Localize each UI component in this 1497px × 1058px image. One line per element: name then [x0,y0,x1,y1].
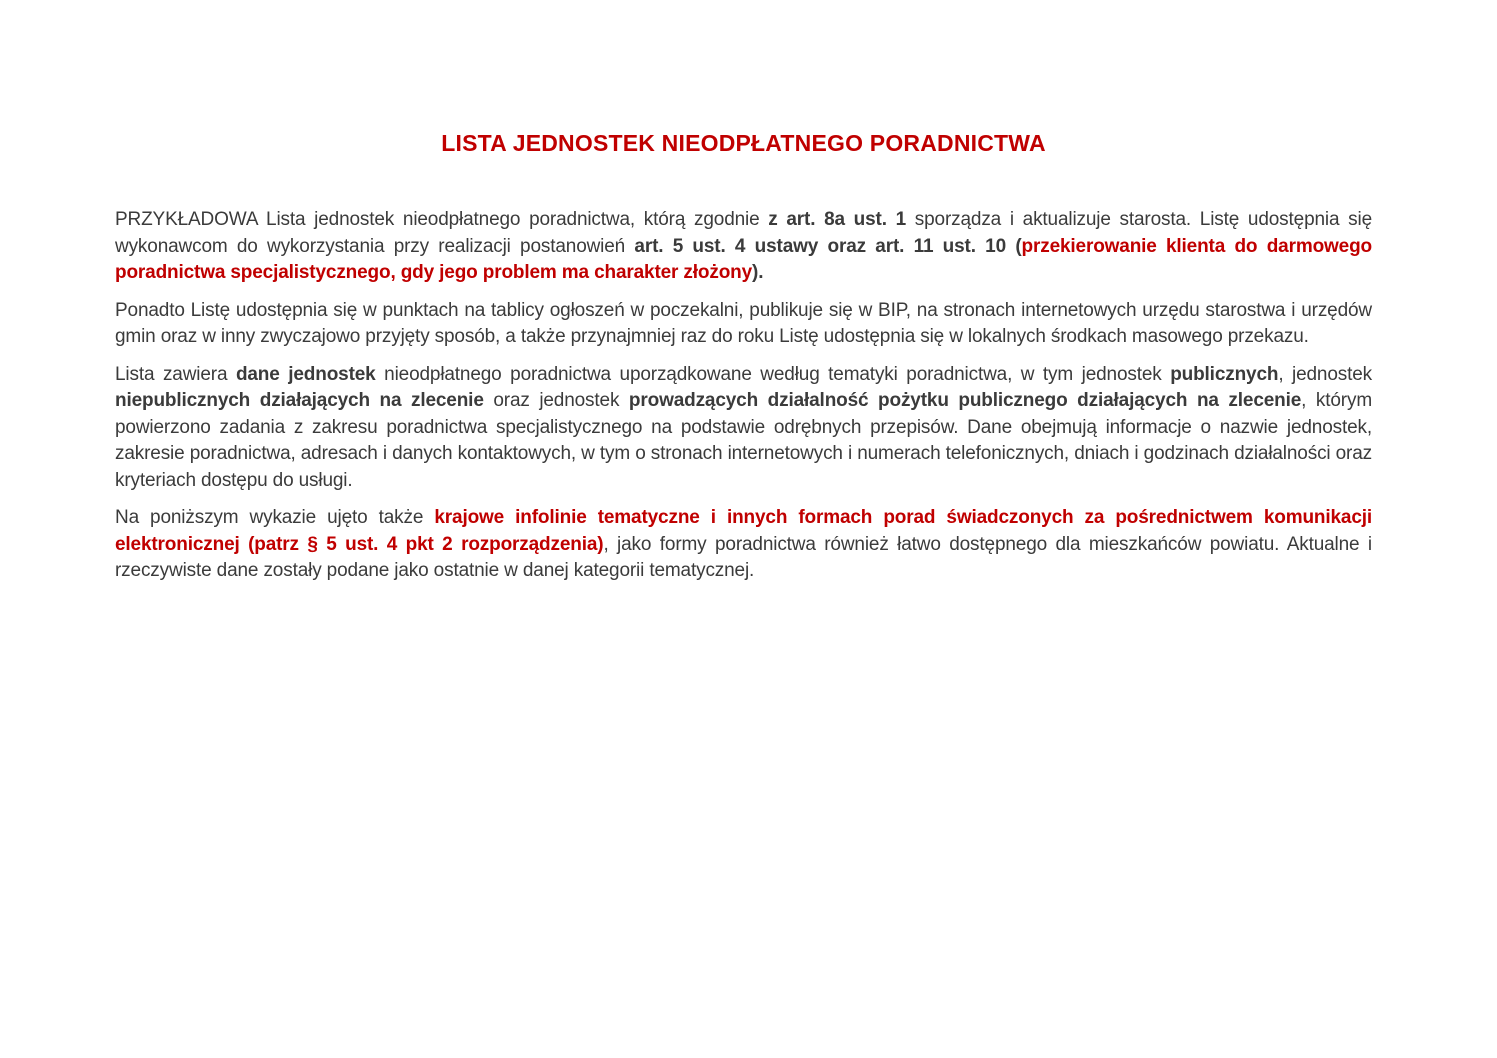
text-run: nieodpłatnego poradnictwa uporządkowane według tematyki poradnictwa, w tym jednostek [375,363,1171,385]
paragraph-4 [115,505,1372,585]
text-run: ). [752,262,764,283]
text-run: , jako formy poradnictwa również łatwo dostępnego dla mieszkańców powiatu. Aktualne i rzeczywiste dane zostały podane jako ostatnie w danej kategorii tematycznej. [115,533,1372,581]
text-run: krajowe infolinie tematyczne i innych formach porad świadczonych za pośrednictwem komunikacji elektronicznej (patrz § 5 ust. 4 pkt 2 rozporządzenia) [115,507,1372,555]
text-run: , jednostek [1278,363,1373,385]
paragraph-3 [115,362,1372,495]
text-run: publicznych [1170,363,1279,385]
text-run: prowadzących działalność pożytku publicznego działających na zlecenie [628,390,1302,411]
text-run: przekierowanie klienta do darmowego poradnictwa specjalistycznego, gdy jego problem ma charakter złożony [115,235,1372,283]
text-run: z art. 8a ust. 1 [768,209,907,230]
text-run: PRZYKŁADOWA Lista jednostek nieodpłatnego poradnictwa, którą zgodnie [115,209,769,230]
text-run: , którym powierzono zadania z zakresu poradnictwa specjalistycznego na podstawie odrębnych przepisów. Dane obejmują informacje o nazwie jednostek, zakresie poradnictwa, adresach i danych kontaktowych, w tym o stronach internetowych i numerach telefonicznych, dniach i godzinach działalności oraz kryteriach dostępu do usługi. [115,390,1373,491]
text-run: sporządza i aktualizuje starosta. Listę udostępnia się wykonawcom do wykorzystania przy realizacji postanowień [115,209,1372,257]
text-run: Lista zawiera [115,363,236,385]
text-run: oraz jednostek [483,390,629,411]
page-title: LISTA JEDNOSTEK NIEODPŁATNEGO PORADNICTWA [441,130,1046,156]
text-run: dane jednostek [235,363,376,385]
text-run: art. 5 ust. 4 ustawy oraz art. 11 ust. 10 ( [634,235,1022,257]
text-run: Na poniższym wykazie ujęto także [115,507,435,528]
text-run: Ponadto Listę udostępnia się w punktach na tablicy ogłoszeń w poczekalni, publikuje się w BIP, na stronach internetowych urzędu starostwa i urzędów gmin oraz w inny zwyczajowo przyjęty sposób, a także przynajmniej raz do roku Listę udostępnia się w lokalnych środkach masowego przekazu. [115,299,1372,347]
paragraph-2 [115,298,1372,351]
paragraph-1 [115,207,1372,287]
text-run: niepublicznych działających na zlecenie [115,390,484,411]
